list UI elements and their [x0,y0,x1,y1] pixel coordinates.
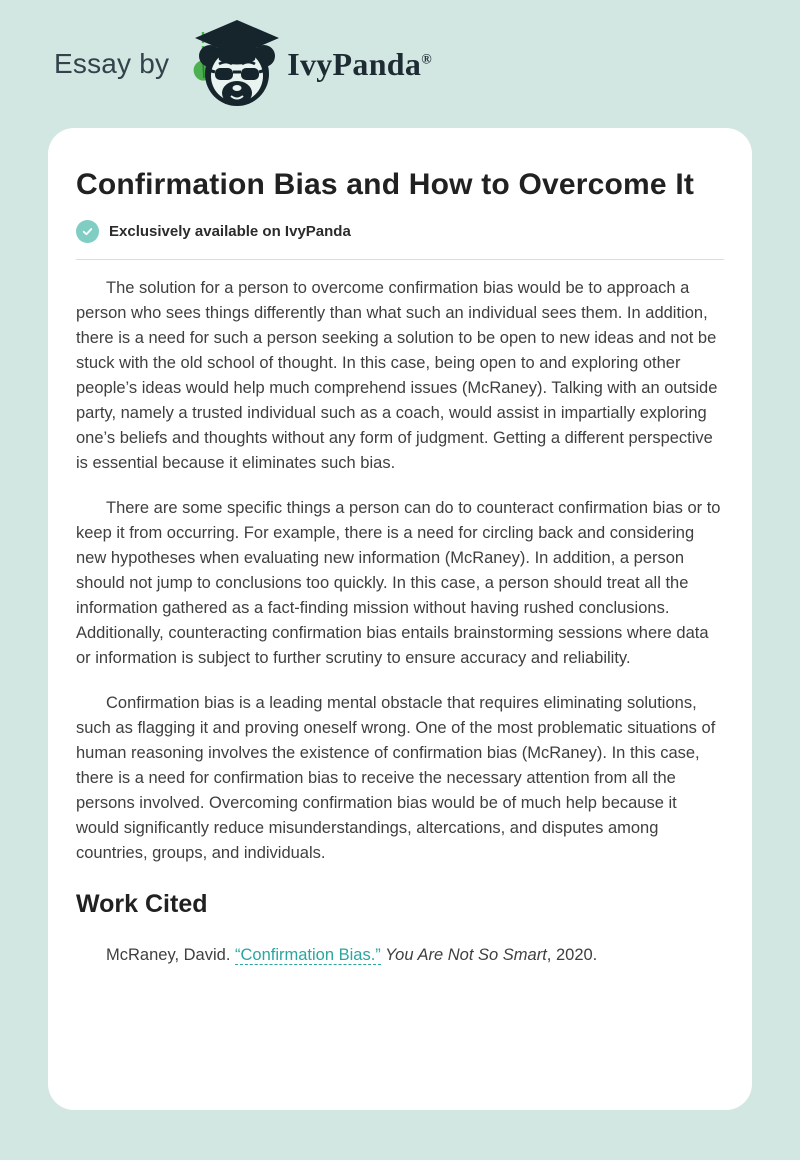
essay-by-label: Essay by [54,48,170,79]
page-title: Confirmation Bias and How to Overcome It [76,168,695,201]
citation-entry [76,943,724,968]
paragraph-3: Confirmation bias is a leading mental obstacle that requires eliminating solutions, such as flagging it and proving oneself wrong. One of the most problematic situations of human reasoning involves the existence of confirmation bias (McRaney). In this case, there is a need for confirmation bias to receive the necessary attention from all the persons involved. Overcoming confirmation bias would be of much help because it would significantly reduce misunderstandings, altercations, and disputes among countries, groups, and individuals. [76,694,716,862]
badge-label: Exclusively available on IvyPanda [109,223,351,240]
essay-body [76,276,724,866]
check-icon [76,220,99,243]
exclusive-badge [76,220,724,243]
paragraph-1: The solution for a person to overcome confirmation bias would be to approach a person who sees things differently than what such an individual sees them. In addition, there is a need for such a person seeking a solution to be open to new ideas and not be stuck with the old school of thought. In this case, being open to and exploring other people’s ideas would help much comprehend issues (McRaney). Talking with an outside party, namely a trusted individual such as a coach, would assist in impartially exploring one’s beliefs and thoughts without any form of judgment. Getting a different perspective is essential because it eliminates such bias. [76,279,718,472]
essay-card [48,128,752,1110]
registered-mark: ® [421,51,432,67]
citation-year: , 2020. [546,946,598,964]
work-cited-heading: Work Cited [76,890,208,918]
panda-graduate-icon [179,16,283,112]
paragraph-2: There are some specific things a person can do to counteract confirmation bias or to keep it from occurring. For example, there is a need for circling back and considering new hypotheses when evaluating new information (McRaney). In addition, a person should not jump to conclusions too quickly. In this case, a person should treat all the information gathered as a fact-finding mission without having rushed conclusions. Additionally, counteracting confirmation bias entails brainstorming sessions where data or information is subject to further scrutiny to ensure accuracy and reliability. [76,499,721,667]
citation-author: McRaney, David. [106,946,235,964]
ivypanda-wordmark: IvyPanda® [287,45,432,82]
page-header [0,0,800,128]
divider [76,259,724,260]
citation-source: You Are Not So Smart [380,946,547,964]
citation-link[interactable]: “Confirmation Bias.” [235,946,381,964]
